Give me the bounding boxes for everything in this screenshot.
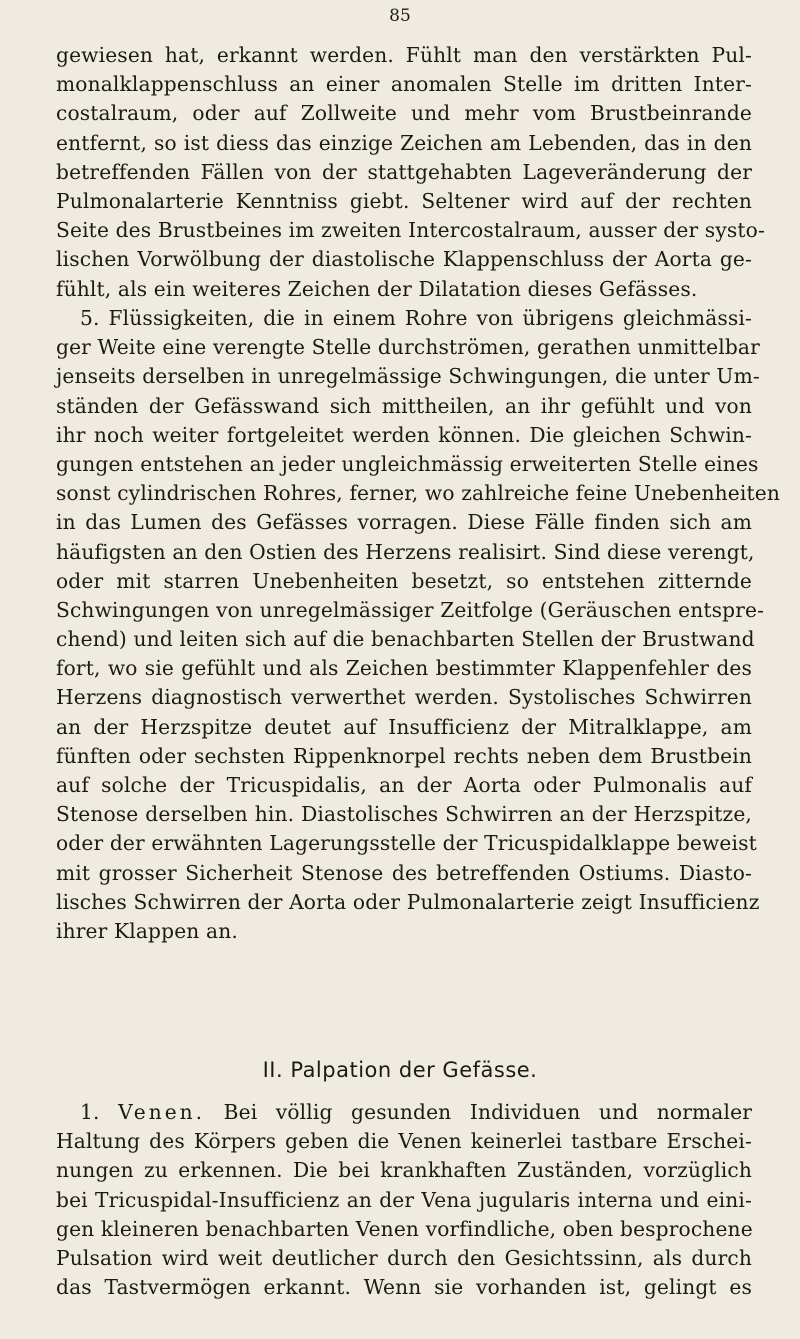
subsection-title: Venen. [118,1100,206,1124]
text-line: lischen Vorwölbung der diastolische Klappenschluss der Aorta ge- [56,247,752,272]
text-line: mit grosser Sicherheit Stenose des betreffenden Ostiums. Diasto- [56,860,752,885]
text-line: gewiesen hat, erkannt werden. Fühlt man den verstärkten Pul- [56,43,752,67]
text-line: nungen zu erkennen. Die bei krankhaften Zuständen, vorzüglich [56,1158,752,1183]
text-line: Pulsation wird weit deutlicher durch den Gesichtssinn, als durch [56,1245,752,1270]
text-line: fort, wo sie gefühlt und als Zeichen bestimmter Klappenfehler des [56,656,752,681]
text-line: ständen der Gefässwand sich mittheilen, an ihr gefühlt und von [56,393,752,418]
subsection-number: 1. [80,1100,100,1124]
text-line: entfernt, so ist diess das einzige Zeichen am Lebenden, das in den [56,130,752,155]
text-line: fünften oder sechsten Rippenknorpel rechts neben dem Brustbein [56,743,752,768]
text-line: sonst cylindrischen Rohres, ferner, wo zahlreiche feine Unebenheiten [56,481,780,506]
text-line: jenseits derselben in unregelmässige Schwingungen, die unter Um- [56,364,760,389]
text-line: ihrer Klappen an. [56,918,238,943]
text-line: betreffenden Fällen von der stattgehabten Lageveränderung der [56,159,752,184]
paragraph-5 [56,304,780,946]
text-line: ger Weite eine verengte Stelle durchströmen, gerathen unmittelbar [56,335,760,360]
text-line: costalraum, oder auf Zollweite und mehr vom Brustbeinrande [56,101,752,126]
paragraph-continued [56,41,765,304]
subsection-first-line [56,1098,752,1127]
text-line: auf solche der Tricuspidalis, an der Aorta oder Pulmonalis auf [56,773,752,797]
text-line: Herzens diagnostisch verwerthet werden. Systolisches Schwirren [56,685,752,710]
text-line: bei Tricuspidal-Insufficienz an der Vena jugularis interna und eini- [56,1187,752,1212]
text-line: an der Herzspitze deutet auf Insufficienz der Mitralklappe, am [56,714,752,739]
page-number: 85 [389,6,411,26]
text-line: ihr noch weiter fortgeleitet werden können. Die gleichen Schwin- [56,422,752,447]
text-line: fühlt, als ein weiteres Zeichen der Dilatation dieses Gefässes. [56,276,698,301]
text-line: Schwingungen von unregelmässiger Zeitfolge (Geräuschen entspre- [56,597,765,622]
text-line: in das Lumen des Gefässes vorragen. Diese Fälle finden sich am [56,510,752,535]
subsection-first-line-text: Bei völlig gesunden Individuen und normaler [223,1100,752,1124]
section-heading: II. Palpation der Gefässe. [262,1058,538,1082]
text-line: das Tastvermögen erkannt. Wenn sie vorhanden ist, gelingt es [56,1275,752,1300]
text-line: chend) und leiten sich auf die benachbarten Stellen der Brustwand [56,627,755,652]
subsection-venen [56,1098,752,1302]
text-line: Pulmonalarterie Kenntniss giebt. Seltener wird auf der rechten [56,188,752,213]
text-line: gungen entstehen an jeder ungleichmässig erweiterten Stelle eines [56,451,759,476]
text-line: monalklappenschluss an einer anomalen Stelle im dritten Inter- [56,72,752,97]
text-line: Haltung des Körpers geben die Venen keinerlei tastbare Erschei- [56,1129,752,1154]
text-line: oder der erwähnten Lagerungsstelle der Tricuspidalklappe beweist [56,831,757,856]
text-line: lisches Schwirren der Aorta oder Pulmonalarterie zeigt Insufficienz [56,889,760,914]
text-line: häufigsten an den Ostien des Herzens realisirt. Sind diese verengt, [56,539,755,564]
text-line: gen kleineren benachbarten Venen vorfindliche, oben besprochene [56,1216,753,1241]
text-line: 5. Flüssigkeiten, die in einem Rohre von übrigens gleichmässi- [80,306,752,330]
text-line: oder mit starren Unebenheiten besetzt, so entstehen zitternde [56,568,752,593]
text-line: Seite des Brustbeines im zweiten Intercostalraum, ausser der systo- [56,218,765,243]
text-line: Stenose derselben hin. Diastolisches Schwirren an der Herzspitze, [56,802,752,827]
